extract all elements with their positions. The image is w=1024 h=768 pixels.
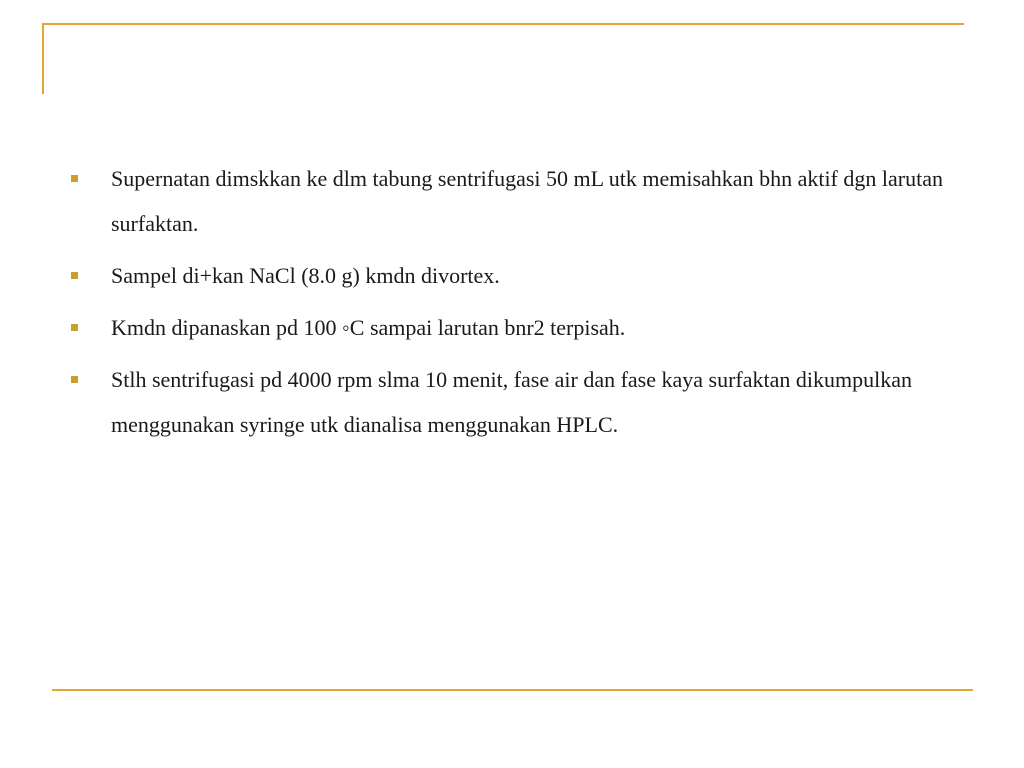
bullet-item	[70, 305, 970, 350]
bullet-item	[70, 357, 970, 447]
bullet-item	[70, 156, 970, 246]
frame-left-line	[42, 23, 44, 94]
square-bullet-icon	[71, 175, 78, 182]
bullet-text: Sampel di+kan NaCl (8.0 g) kmdn divortex.	[111, 263, 500, 288]
bullet-item	[70, 253, 970, 298]
frame-top-line	[42, 23, 964, 25]
bullet-text: Stlh sentrifugasi pd 4000 rpm slma 10 menit, fase air dan fase kaya surfaktan dikumpulkan menggunakan syringe utk dianalisa menggunakan HPLC.	[111, 367, 912, 437]
square-bullet-icon	[71, 376, 78, 383]
square-bullet-icon	[71, 272, 78, 279]
bullet-text: Kmdn dipanaskan pd 100 ◦C sampai larutan bnr2 terpisah.	[111, 315, 626, 340]
bullet-text: Supernatan dimskkan ke dlm tabung sentrifugasi 50 mL utk memisahkan bhn aktif dgn larutan surfaktan.	[111, 166, 943, 236]
bullet-list	[70, 156, 970, 447]
frame-bottom-line	[52, 689, 973, 691]
slide-content	[70, 156, 970, 454]
square-bullet-icon	[71, 324, 78, 331]
